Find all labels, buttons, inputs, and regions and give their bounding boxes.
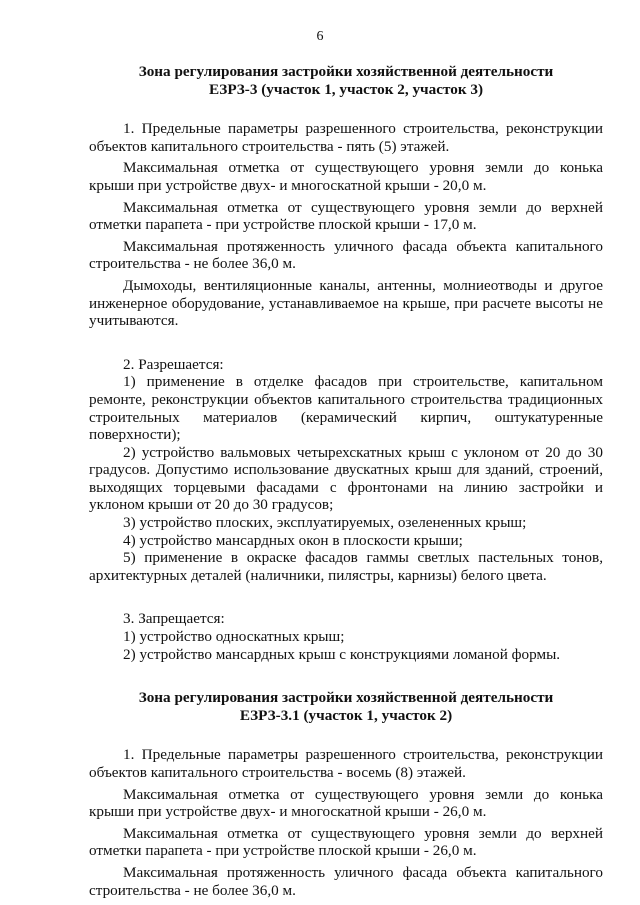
zone-ezrz-3-1-section: [89, 689, 603, 899]
zone-ezrz-3-limits-paragraph: 1. Предельные параметры разрешенного строительства, реконструкции объектов капитального строительства - пять (5) этажей.: [89, 120, 603, 155]
zone-ezrz-3-allowed-heading: 2. Разрешается:: [123, 355, 224, 373]
zone-ezrz-3-ridge-height-paragraph: Максимальная отметка от существующего уровня земли до конька крыши при устройстве двух- и многоскатной крыши - 20,0 м.: [89, 159, 603, 194]
zone-ezrz-3-1-ridge-height-paragraph: Максимальная отметка от существующего уровня земли до конька крыши при устройстве двух- и многоскатной крыши - 26,0 м.: [89, 785, 603, 821]
zone-ezrz-3-prohibited-item-2: 2) устройство мансардных крыш с конструкциями ломаной формы.: [123, 645, 561, 663]
zone-ezrz-3-title-line1: Зона регулирования застройки хозяйственной деятельности: [138, 63, 554, 80]
zone-ezrz-3-allowed-item-3: 3) устройство плоских, эксплуатируемых, озелененных крыш;: [123, 514, 527, 532]
zone-ezrz-3-allowed-item-5: 5) применение в окраске фасадов гаммы светлых пастельных тонов, архитектурных деталей (наличники, пилястры, карнизы) белого цвета.: [89, 549, 603, 584]
zone-ezrz-3-1-title-line2: ЕЗРЗ-3.1 (участок 1, участок 2): [239, 706, 453, 724]
zone-ezrz-3-allowed-item-1: 1) применение в отделке фасадов при строительстве, капитальном ремонте, реконструкции объектов капитального строительства традиционных строительных материалов (керамический кирпич, оштукатуренные поверхности);: [89, 373, 603, 444]
zone-ezrz-3-1-parapet-height-paragraph: Максимальная отметка от существующего уровня земли до верхней отметки парапета - при устройстве плоской крыши - 26,0 м.: [89, 824, 603, 860]
zone-ezrz-3-allowed-item-2: 2) устройство вальмовых четырехскатных крыш с уклоном от 20 до 30 градусов. Допустимо использование двускатных крыш для зданий, строений, выходящих торцевыми фасадами с фронтонами на линию застройки и уклоном крыши от 20 до 30 градусов;: [89, 443, 603, 514]
zone-ezrz-3-facade-length-paragraph: Максимальная протяженность уличного фасада объекта капитального строительства - не более 36,0 м.: [89, 237, 603, 273]
page-number: 6: [316, 29, 324, 44]
zone-ezrz-3-parapet-height-paragraph: Максимальная отметка от существующего уровня земли до верхней отметки парапета - при устройстве плоской крыши - 17,0 м.: [89, 198, 603, 234]
zone-ezrz-3-equipment-paragraph: Дымоходы, вентиляционные каналы, антенны, молниеотводы и другое инженерное оборудование, устанавливаемое на крыше, при расчете высоты не учитываются.: [89, 276, 603, 330]
zone-ezrz-3-prohibited-heading: 3. Запрещается:: [123, 610, 225, 628]
zone-ezrz-3-prohibited-item-1: 1) устройство односкатных крыш;: [123, 628, 345, 646]
zone-ezrz-3-1-title-line1: Зона регулирования застройки хозяйственной деятельности: [138, 689, 554, 707]
zone-ezrz-3-allowed-item-4: 4) устройство мансардных окон в плоскости крыши;: [123, 531, 463, 549]
page-content: [89, 63, 603, 899]
zone-ezrz-3-title-line2: ЕЗРЗ-3 (участок 1, участок 2, участок 3): [208, 80, 484, 98]
zone-ezrz-3-section: [89, 63, 603, 663]
zone-ezrz-3-1-limits-paragraph: 1. Предельные параметры разрешенного строительства, реконструкции объектов капитального строительства - восемь (8) этажей.: [89, 746, 603, 781]
zone-ezrz-3-1-facade-length-paragraph: Максимальная протяженность уличного фасада объекта капитального строительства - не более 36,0 м.: [89, 863, 603, 899]
